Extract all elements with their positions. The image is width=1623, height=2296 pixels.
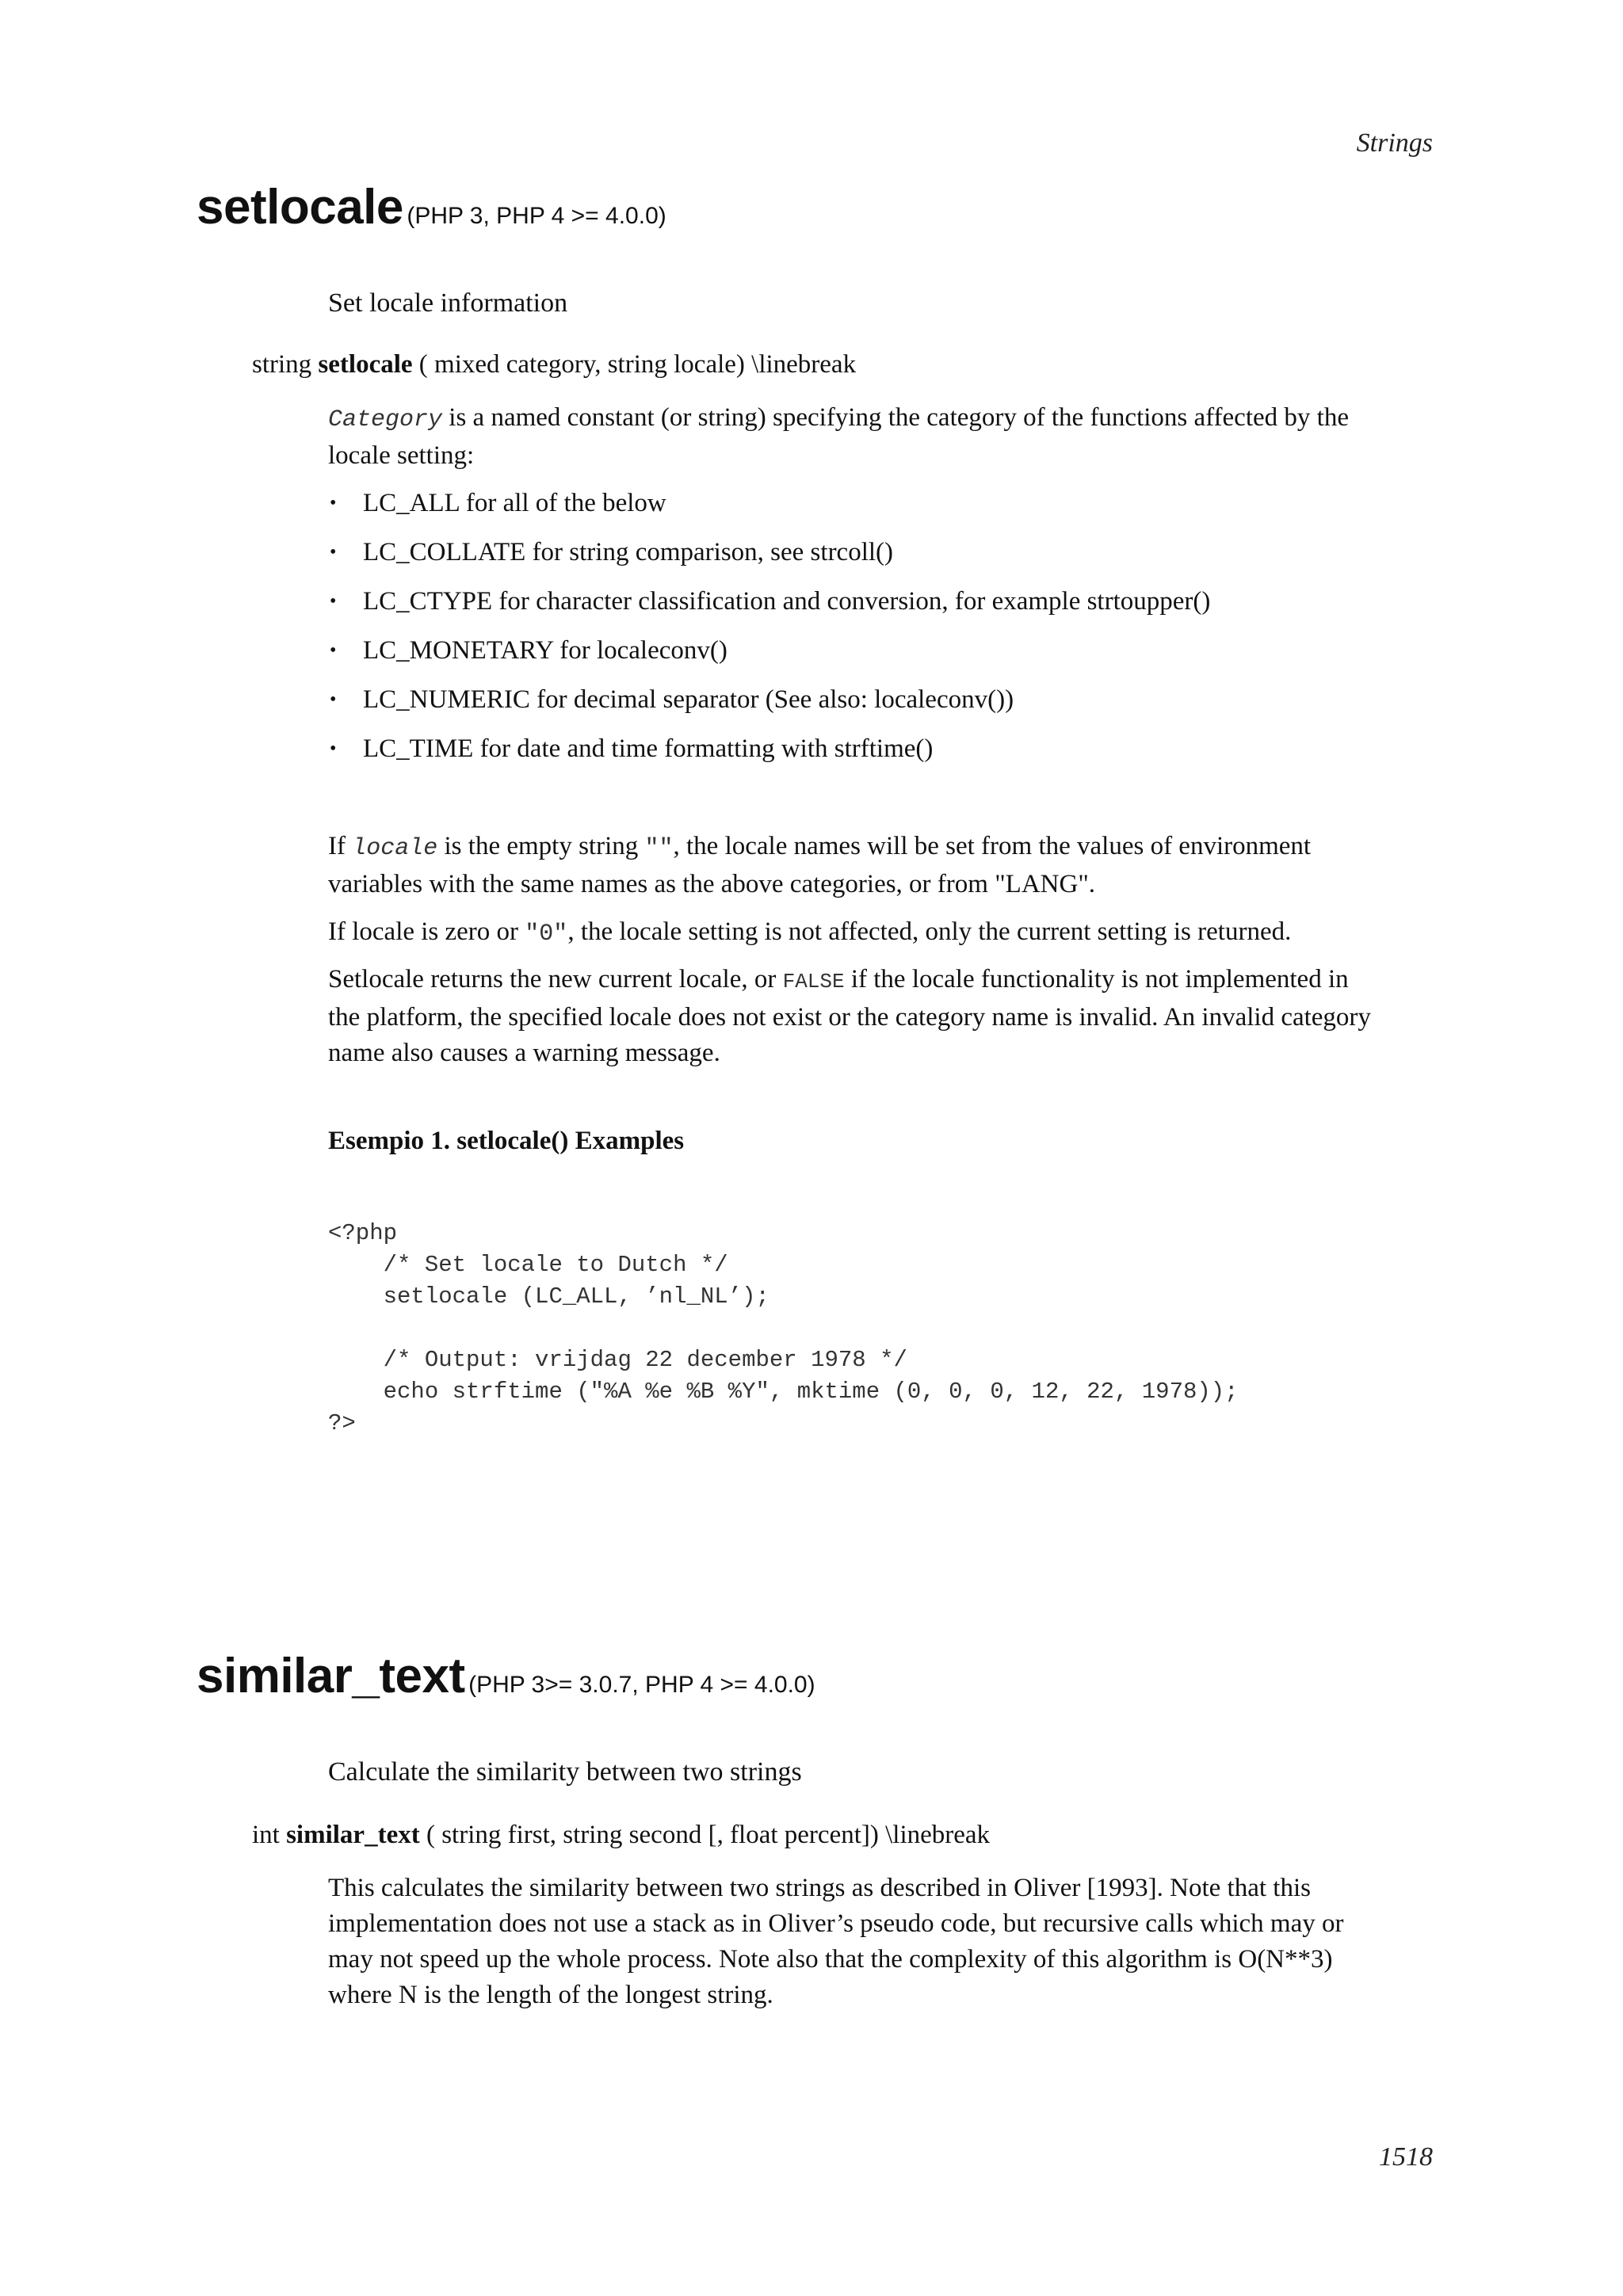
- list-item: [328, 675, 1210, 724]
- synopsis-params: ( string first, string second [, float percent]) \linebreak: [426, 1821, 991, 1849]
- text: implementation does not use a stack as in Oliver’s pseudo code, but recursive calls which may or: [328, 1909, 1344, 1938]
- bullet-icon: •: [330, 591, 337, 612]
- function-name: similar_text: [197, 1649, 465, 1703]
- bullet-icon: •: [330, 738, 337, 759]
- version-note: (PHP 3, PHP 4 >= 4.0.0): [407, 203, 666, 229]
- version-note: (PHP 3>= 3.0.7, PHP 4 >= 4.0.0): [468, 1672, 815, 1698]
- text: variables with the same names as the above categories, or from "LANG".: [328, 870, 1096, 898]
- constant-false: FALSE: [782, 970, 845, 994]
- param-locale: locale: [352, 835, 438, 862]
- synopsis-function-name: similar_text: [286, 1821, 420, 1849]
- list-item: [328, 479, 1210, 528]
- text: if the locale functionality is not implemented in: [844, 965, 1349, 994]
- category-list: [328, 479, 1210, 773]
- text: the platform, the specified locale does not exist or the category name is invalid. An invalid category: [328, 1003, 1371, 1032]
- text: If: [328, 832, 353, 860]
- bullet-icon: •: [330, 640, 337, 661]
- synopsis-params: ( mixed category, string locale) \linebreak: [418, 350, 857, 379]
- param-category: Category: [328, 406, 443, 433]
- bullet-icon: •: [330, 493, 337, 513]
- bullet-icon: •: [330, 689, 337, 710]
- synopsis-function-name: setlocale: [318, 350, 413, 379]
- running-header: Strings: [1356, 128, 1433, 158]
- similar-text-heading: [197, 1648, 815, 1704]
- list-item: [328, 626, 1210, 675]
- list-item-text: LC_ALL for all of the below: [363, 489, 666, 517]
- text: If locale is zero or: [328, 917, 525, 946]
- intro-text-1: is a named constant (or string) specifying the category of the functions affected by the: [442, 403, 1349, 432]
- literal-zero: "0": [525, 921, 568, 948]
- list-item-text: LC_TIME for date and time formatting with strftime(): [363, 734, 934, 763]
- list-item: [328, 528, 1210, 577]
- function-synopsis: [252, 1821, 990, 1850]
- text: is the empty string: [437, 832, 645, 860]
- function-purpose: Calculate the similarity between two strings: [328, 1757, 802, 1787]
- example-title: Esempio 1. setlocale() Examples: [328, 1127, 685, 1155]
- literal-empty-string: "": [644, 835, 674, 862]
- empty-locale-paragraph: [328, 829, 1438, 902]
- list-item: [328, 724, 1210, 773]
- function-synopsis: [252, 350, 856, 379]
- intro-text-2: locale setting:: [328, 441, 475, 470]
- list-item-text: LC_COLLATE for string comparison, see strcoll(): [363, 538, 894, 566]
- bullet-icon: •: [330, 542, 337, 563]
- example-code-block: <?php /* Set locale to Dutch */ setlocale (LC_ALL, ’nl_NL’); /* Output: vrijdag 22 december 1978 */ echo strftime ("%A %e %B %Y", mktime (0, 0, 0, 12, 22, 1978)); ?>: [328, 1220, 1239, 1436]
- function-name: setlocale: [197, 180, 403, 235]
- text: may not speed up the whole process. Note also that the complexity of this algorithm is O(N**3): [328, 1945, 1333, 1974]
- description-paragraph: [328, 1871, 1438, 2013]
- zero-locale-paragraph: [328, 914, 1438, 952]
- text: This calculates the similarity between two strings as described in Oliver [1993]. Note that this: [328, 1874, 1311, 1902]
- return-type: string: [252, 350, 312, 379]
- text: , the locale names will be set from the values of environment: [673, 832, 1312, 860]
- list-item-text: LC_CTYPE for character classification and conversion, for example strtoupper(): [363, 587, 1211, 616]
- page-number: 1518: [1379, 2142, 1433, 2172]
- category-intro: [328, 400, 1438, 474]
- list-item-text: LC_NUMERIC for decimal separator (See also: localeconv()): [363, 685, 1014, 714]
- text: where N is the length of the longest string.: [328, 1981, 773, 2009]
- text: , the locale setting is not affected, only the current setting is returned.: [567, 917, 1292, 946]
- return-type: int: [252, 1821, 280, 1849]
- text: name also causes a warning message.: [328, 1039, 720, 1067]
- function-purpose: Set locale information: [328, 288, 568, 318]
- list-item: [328, 577, 1210, 626]
- return-value-paragraph: [328, 962, 1438, 1071]
- text: Setlocale returns the new current locale, or: [328, 965, 783, 994]
- setlocale-heading: [197, 179, 666, 235]
- list-item-text: LC_MONETARY for localeconv(): [363, 636, 727, 665]
